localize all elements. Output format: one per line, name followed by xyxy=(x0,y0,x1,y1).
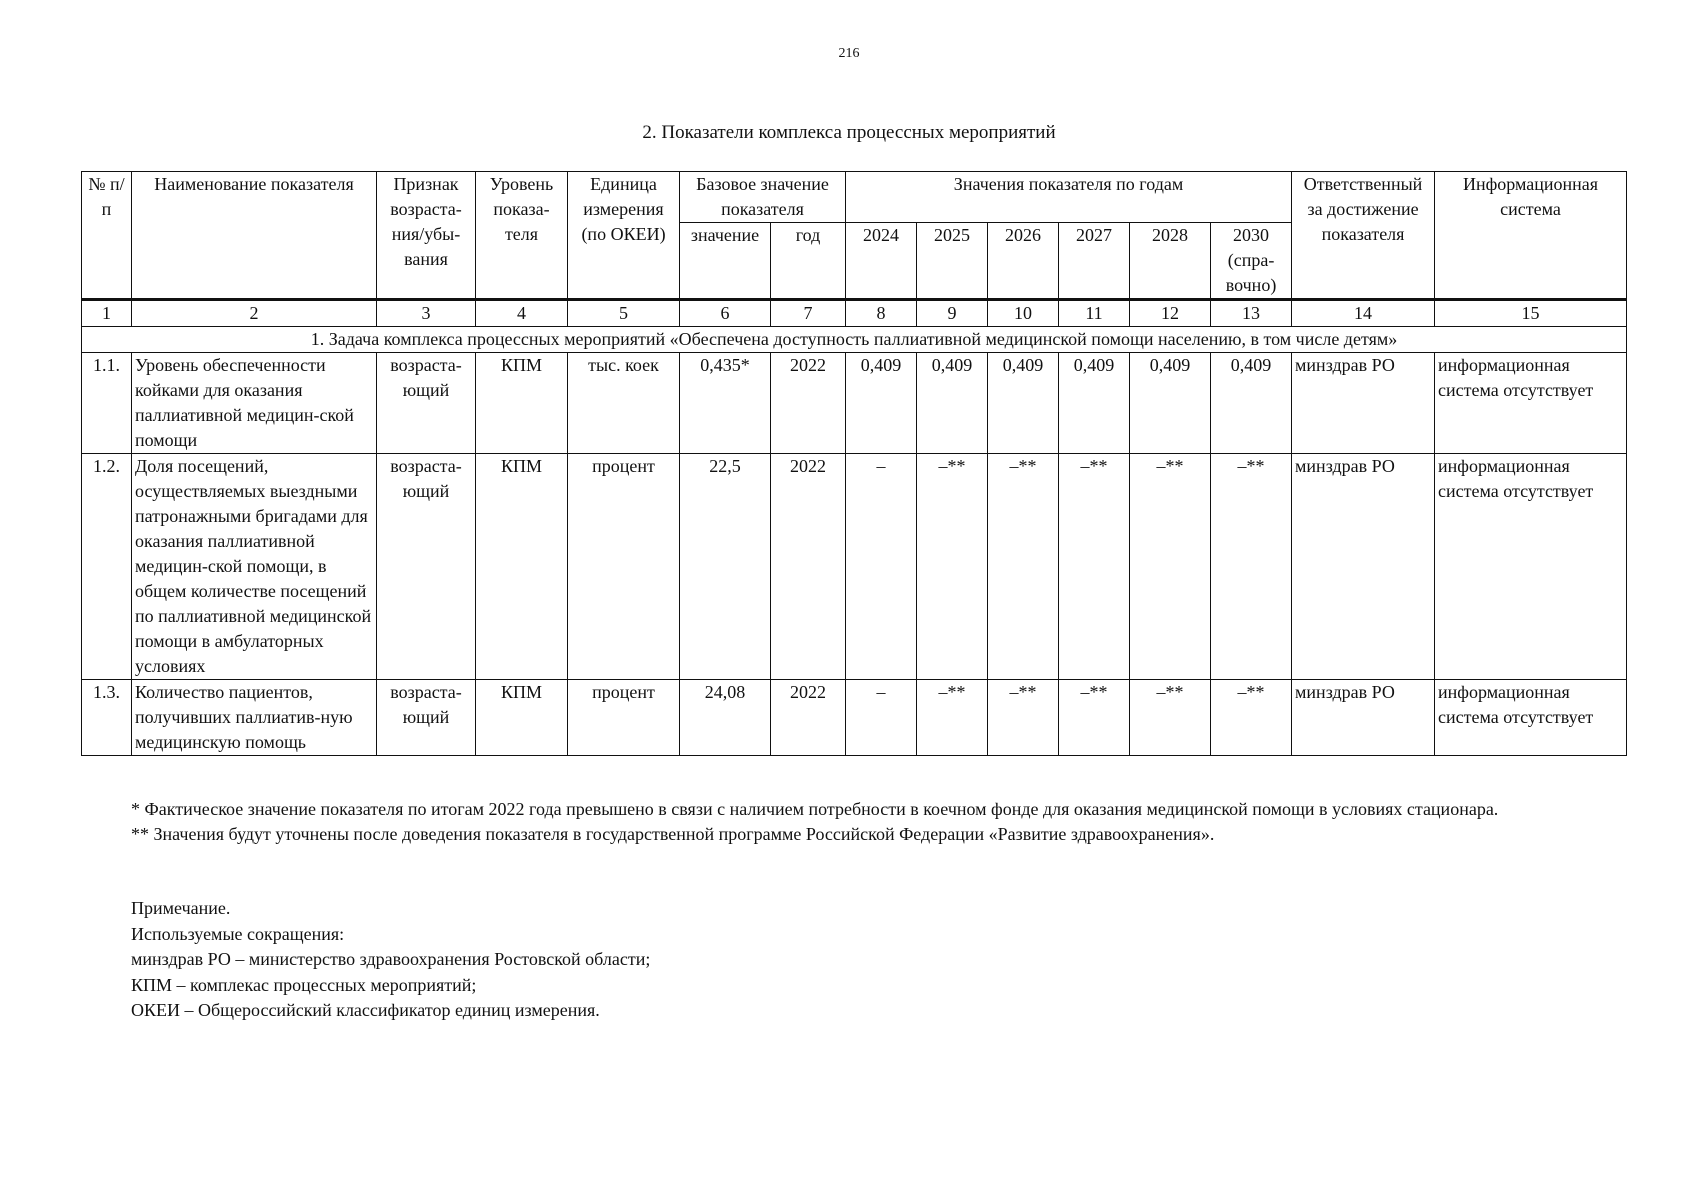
row-value-2025: –** xyxy=(917,454,988,680)
row-responsible: минздрав РО xyxy=(1292,353,1435,454)
remark-line: Используемые сокращения: xyxy=(131,923,345,944)
column-number: 1 xyxy=(82,300,132,327)
header-trend: Признак возраста-ния/убы-вания xyxy=(377,172,476,300)
header-year-2025: 2025 xyxy=(917,223,988,300)
task-row xyxy=(82,327,1627,353)
header-year-2028: 2028 xyxy=(1130,223,1211,300)
column-number: 14 xyxy=(1292,300,1435,327)
header-num: № п/п xyxy=(82,172,132,300)
remark-line: КПМ – комплекас процессных мероприятий; xyxy=(131,974,477,995)
header-unit: Единица измерения (по ОКЕИ) xyxy=(568,172,680,300)
header-year-2027: 2027 xyxy=(1059,223,1130,300)
row-responsible: минздрав РО xyxy=(1292,454,1435,680)
column-number: 10 xyxy=(988,300,1059,327)
column-number: 11 xyxy=(1059,300,1130,327)
table-row xyxy=(82,680,1627,756)
row-level: КПМ xyxy=(476,353,568,454)
row-base-value: 0,435* xyxy=(680,353,771,454)
header-base: Базовое значение показателя xyxy=(680,172,846,223)
row-value-2025: –** xyxy=(917,680,988,756)
row-value-2025: 0,409 xyxy=(917,353,988,454)
header-row-top xyxy=(82,172,1627,223)
header-year-2030: 2030 (спра-вочно) xyxy=(1211,223,1292,300)
row-responsible: минздрав РО xyxy=(1292,680,1435,756)
header-year-2024: 2024 xyxy=(846,223,917,300)
header-info-system: Информационная система xyxy=(1435,172,1627,300)
column-number: 8 xyxy=(846,300,917,327)
row-value-2028: –** xyxy=(1130,454,1211,680)
remark-line: минздрав РО – министерство здравоохранения Ростовской области; xyxy=(131,949,651,969)
row-info-system: информационная система отсутствует xyxy=(1435,680,1627,756)
row-name: Доля посещений, осуществляемых выездными патронажными бригадами для оказания паллиативной медицин-ской помощи, в общем количестве посещений по паллиативной медицинской помощи в амбулаторных условиях xyxy=(132,454,377,680)
row-name: Уровень обеспеченности койками для оказания паллиативной медицин-ской помощи xyxy=(132,353,377,454)
header-name: Наименование показателя xyxy=(132,172,377,300)
row-base-year: 2022 xyxy=(771,353,846,454)
row-base-value: 24,08 xyxy=(680,680,771,756)
row-level: КПМ xyxy=(476,454,568,680)
column-number: 3 xyxy=(377,300,476,327)
row-num: 1.3. xyxy=(82,680,132,756)
row-value-2024: – xyxy=(846,454,917,680)
row-value-2024: 0,409 xyxy=(846,353,917,454)
row-value-2030: –** xyxy=(1211,454,1292,680)
remarks xyxy=(131,896,650,1024)
footnote: ** Значения будут уточнены после доведения показателя в государственной программе Российской Федерации «Развитие здравоохранения». xyxy=(131,824,1215,844)
footnote: * Фактическое значение показателя по итогам 2022 года превышено в связи с наличием потребности в коечном фонде для оказания медицинской помощи в условиях стационара. xyxy=(131,799,1499,819)
row-base-value: 22,5 xyxy=(680,454,771,680)
row-trend: возраста-ющий xyxy=(377,680,476,756)
header-responsible: Ответственный за достижение показателя xyxy=(1292,172,1435,300)
header-level: Уровень показа-теля xyxy=(476,172,568,300)
column-number: 9 xyxy=(917,300,988,327)
column-number: 6 xyxy=(680,300,771,327)
column-number: 12 xyxy=(1130,300,1211,327)
header-year-2026: 2026 xyxy=(988,223,1059,300)
header-base-year: год xyxy=(771,223,846,300)
column-number: 7 xyxy=(771,300,846,327)
column-number: 5 xyxy=(568,300,680,327)
column-number: 4 xyxy=(476,300,568,327)
row-base-year: 2022 xyxy=(771,680,846,756)
row-value-2026: 0,409 xyxy=(988,353,1059,454)
row-num: 1.2. xyxy=(82,454,132,680)
column-number: 13 xyxy=(1211,300,1292,327)
row-unit: тыс. коек xyxy=(568,353,680,454)
header-values: Значения показателя по годам xyxy=(846,172,1292,223)
row-level: КПМ xyxy=(476,680,568,756)
column-number: 15 xyxy=(1435,300,1627,327)
column-numbers-row xyxy=(82,300,1627,327)
header-base-value: значение xyxy=(680,223,771,300)
row-value-2027: 0,409 xyxy=(1059,353,1130,454)
row-value-2030: 0,409 xyxy=(1211,353,1292,454)
row-value-2030: –** xyxy=(1211,680,1292,756)
row-unit: процент xyxy=(568,454,680,680)
row-value-2028: 0,409 xyxy=(1130,353,1211,454)
remark-line: Примечание. xyxy=(131,898,231,918)
footnotes xyxy=(81,797,1626,847)
row-name: Количество пациентов, получивших паллиатив-ную медицинскую помощь xyxy=(132,680,377,756)
page-number: 216 xyxy=(838,46,860,61)
row-value-2026: –** xyxy=(988,454,1059,680)
row-value-2027: –** xyxy=(1059,680,1130,756)
table-row xyxy=(82,454,1627,680)
row-value-2027: –** xyxy=(1059,454,1130,680)
row-base-year: 2022 xyxy=(771,454,846,680)
row-trend: возраста-ющий xyxy=(377,454,476,680)
row-info-system: информационная система отсутствует xyxy=(1435,454,1627,680)
row-trend: возраста-ющий xyxy=(377,353,476,454)
row-num: 1.1. xyxy=(82,353,132,454)
indicators-table xyxy=(81,171,1627,756)
row-value-2028: –** xyxy=(1130,680,1211,756)
column-number: 2 xyxy=(132,300,377,327)
remark-line: ОКЕИ – Общероссийский классификатор единиц измерения. xyxy=(131,1000,600,1020)
section-title: 2. Показатели комплекса процессных мероприятий xyxy=(642,122,1056,143)
row-value-2024: – xyxy=(846,680,917,756)
row-info-system: информационная система отсутствует xyxy=(1435,353,1627,454)
row-value-2026: –** xyxy=(988,680,1059,756)
row-unit: процент xyxy=(568,680,680,756)
task-title: 1. Задача комплекса процессных мероприятий «Обеспечена доступность паллиативной медицинской помощи населению, в том числе детям» xyxy=(82,327,1627,353)
table-row xyxy=(82,353,1627,454)
